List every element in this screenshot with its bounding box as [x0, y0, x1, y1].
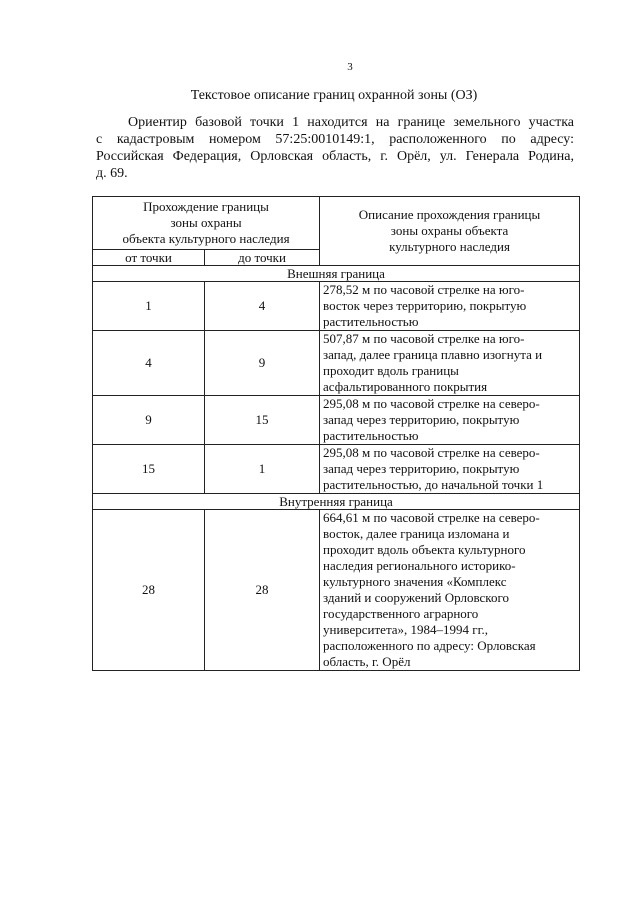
description-line: запад, далее граница плавно изогнута и — [323, 347, 543, 362]
from-point-cell: 1 — [93, 282, 205, 331]
description-line: культурного значения «Комплекс — [323, 574, 507, 589]
header-text-line: зоны охраны объекта — [390, 223, 509, 238]
description-line: зданий и сооружений Орловского — [323, 590, 509, 605]
table-header-row — [93, 197, 580, 250]
from-point-cell: 9 — [93, 396, 205, 445]
header-text-line: Описание прохождения границы — [358, 207, 541, 222]
to-point-cell: 4 — [205, 282, 320, 331]
description-cell — [320, 445, 580, 494]
description-line: наследия регионального историко- — [323, 558, 516, 573]
description-line: область, г. Орёл — [323, 654, 411, 669]
intro-line: д. 69. — [96, 166, 128, 181]
description-line: запад через территорию, покрытую — [323, 461, 520, 476]
table-row — [93, 445, 580, 494]
description-line: растительностью — [323, 314, 419, 329]
description-line: расположенного по адресу: Орловская — [323, 638, 536, 653]
from-point-cell: 4 — [93, 331, 205, 396]
to-point-cell: 15 — [205, 396, 320, 445]
description-line: восток, далее граница изломана и — [323, 526, 510, 541]
header-boundary-passage — [93, 197, 320, 250]
header-text-line: Прохождение границы — [143, 199, 269, 214]
intro-line: Ориентир базовой точки 1 находится на границе земельного участка — [128, 115, 574, 130]
header-text-line: объекта культурного наследия — [122, 231, 290, 246]
from-point-cell: 15 — [93, 445, 205, 494]
to-point-cell: 9 — [205, 331, 320, 396]
description-cell — [320, 282, 580, 331]
inner-boundary-heading: Внутренняя граница — [93, 494, 580, 510]
description-cell — [320, 396, 580, 445]
description-line: 295,08 м по часовой стрелке на северо- — [323, 396, 540, 411]
description-line: растительностью — [323, 428, 419, 443]
description-line: проходит вдоль границы — [323, 363, 459, 378]
section-row — [93, 494, 580, 510]
intro-paragraph — [96, 114, 574, 182]
document-title: Текстовое описание границ охранной зоны (ОЗ) — [190, 88, 478, 103]
header-boundary-description — [320, 197, 580, 266]
page-number: 3 — [347, 61, 353, 73]
header-text-line: зоны охраны — [170, 215, 242, 230]
description-line: растительностью, до начальной точки 1 — [323, 477, 544, 492]
table-row — [93, 510, 580, 671]
description-line: университета», 1984–1994 гг., — [323, 622, 488, 637]
header-text-line: культурного наследия — [389, 239, 510, 254]
section-row — [93, 266, 580, 282]
to-point-cell: 1 — [205, 445, 320, 494]
outer-boundary-heading: Внешняя граница — [93, 266, 580, 282]
header-from-point: от точки — [93, 250, 205, 266]
description-cell — [320, 331, 580, 396]
table-row — [93, 396, 580, 445]
description-line: проходит вдоль объекта культурного — [323, 542, 526, 557]
description-line: 507,87 м по часовой стрелке на юго- — [323, 331, 525, 346]
boundary-table — [92, 196, 580, 671]
description-line: запад через территорию, покрытую — [323, 412, 520, 427]
table-row — [93, 282, 580, 331]
intro-line: Российская Федерация, Орловская область, г. Орёл, ул. Генерала Родина, — [96, 149, 574, 164]
description-cell — [320, 510, 580, 671]
description-line: асфальтированного покрытия — [323, 379, 488, 394]
description-line: восток через территорию, покрытую — [323, 298, 527, 313]
description-line: государственного аграрного — [323, 606, 479, 621]
description-line: 295,08 м по часовой стрелке на северо- — [323, 445, 540, 460]
from-point-cell: 28 — [93, 510, 205, 671]
description-line: 278,52 м по часовой стрелке на юго- — [323, 282, 525, 297]
intro-line: с кадастровым номером 57:25:0010149:1, расположенного по адресу: — [96, 132, 574, 147]
table-row — [93, 331, 580, 396]
to-point-cell: 28 — [205, 510, 320, 671]
description-line: 664,61 м по часовой стрелке на северо- — [323, 510, 540, 525]
header-to-point: до точки — [205, 250, 320, 266]
